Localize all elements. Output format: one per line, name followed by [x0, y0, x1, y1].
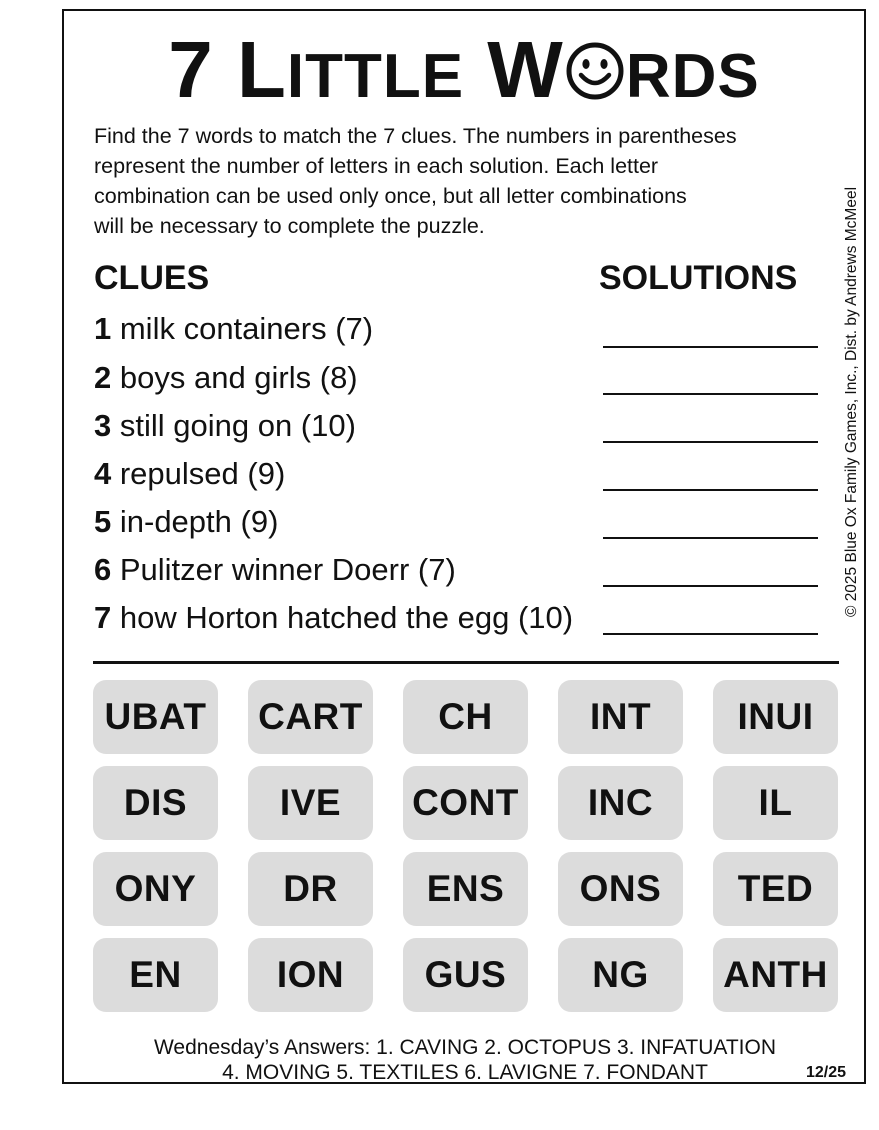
letter-tile[interactable]: IL	[713, 766, 838, 840]
letter-tile[interactable]: ONY	[93, 852, 218, 926]
clue-2	[94, 360, 358, 396]
divider	[93, 661, 839, 664]
instructions-line: will be necessary to complete the puzzle.	[94, 214, 485, 238]
clue-number: 3	[94, 408, 112, 443]
title-ittle: ITTLE	[286, 42, 465, 111]
letter-tile[interactable]: GUS	[403, 938, 528, 1012]
letter-tile[interactable]: INC	[558, 766, 683, 840]
letter-tile[interactable]: EN	[93, 938, 218, 1012]
clue-text: milk containers (7)	[111, 311, 374, 346]
puzzle-title	[62, 20, 866, 127]
answers-line-2: 4. MOVING 5. TEXTILES 6. LAVIGNE 7. FONDANT	[222, 1061, 708, 1084]
copyright-text: © 2025 Blue Ox Family Games, Inc., Dist. by Andrews McMeel	[843, 186, 860, 618]
letter-tile[interactable]: CH	[403, 680, 528, 754]
clue-3	[94, 408, 356, 444]
clue-number: 6	[94, 552, 112, 587]
letter-tile[interactable]: DIS	[93, 766, 218, 840]
title-rds: RDS	[625, 42, 760, 111]
letter-tile[interactable]: NG	[558, 938, 683, 1012]
letter-tile[interactable]: INUI	[713, 680, 838, 754]
clue-number: 1	[94, 311, 112, 346]
letter-tile[interactable]: UBAT	[93, 680, 218, 754]
clues-header: CLUES	[94, 259, 210, 297]
letter-tile[interactable]: ONS	[558, 852, 683, 926]
title-w: W	[487, 25, 564, 114]
instructions-line: Find the 7 words to match the 7 clues. The numbers in parentheses	[94, 124, 737, 148]
letter-tile[interactable]: ANTH	[713, 938, 838, 1012]
solution-line-3[interactable]	[603, 441, 818, 443]
instructions	[94, 121, 840, 241]
letter-tile[interactable]: INT	[558, 680, 683, 754]
clue-5	[94, 504, 278, 540]
clue-number: 2	[94, 360, 112, 395]
answers-line-1: Wednesday’s Answers: 1. CAVING 2. OCTOPUS 3. INFATUATION	[153, 1036, 777, 1059]
letter-tile[interactable]: CART	[248, 680, 373, 754]
solution-line-4[interactable]	[603, 489, 818, 491]
solution-line-2[interactable]	[603, 393, 818, 395]
clue-text: still going on (10)	[111, 408, 356, 443]
smiley-face-icon	[565, 41, 625, 101]
puzzle-date: 12/25	[806, 1064, 847, 1081]
letter-tile[interactable]: TED	[713, 852, 838, 926]
instructions-line: combination can be used only once, but all letter combinations	[94, 184, 687, 208]
letter-tile[interactable]: CONT	[403, 766, 528, 840]
clue-text: repulsed (9)	[111, 456, 286, 491]
clue-1	[94, 311, 373, 347]
solutions-header: SOLUTIONS	[599, 259, 798, 297]
clue-text: how Horton hatched the egg (10)	[111, 600, 574, 635]
letter-tile[interactable]: ION	[248, 938, 373, 1012]
letter-tiles-grid	[93, 680, 839, 1014]
clue-4	[94, 456, 285, 492]
clue-text: Pulitzer winner Doerr (7)	[111, 552, 456, 587]
letter-tile[interactable]: IVE	[248, 766, 373, 840]
previous-answers	[70, 1035, 860, 1085]
solution-line-1[interactable]	[603, 346, 818, 348]
instructions-line: represent the number of letters in each solution. Each letter	[94, 154, 659, 178]
clue-6	[94, 552, 456, 588]
clue-number: 5	[94, 504, 112, 539]
clue-7	[94, 600, 573, 636]
letter-tile[interactable]: ENS	[403, 852, 528, 926]
clue-number: 4	[94, 456, 112, 491]
letter-tile[interactable]: DR	[248, 852, 373, 926]
clue-text: in-depth (9)	[111, 504, 279, 539]
solution-line-5[interactable]	[603, 537, 818, 539]
solution-line-6[interactable]	[603, 585, 818, 587]
title-seven-l: 7 L	[168, 25, 287, 114]
clue-text: boys and girls (8)	[111, 360, 358, 395]
clue-number: 7	[94, 600, 112, 635]
solution-line-7[interactable]	[603, 633, 818, 635]
